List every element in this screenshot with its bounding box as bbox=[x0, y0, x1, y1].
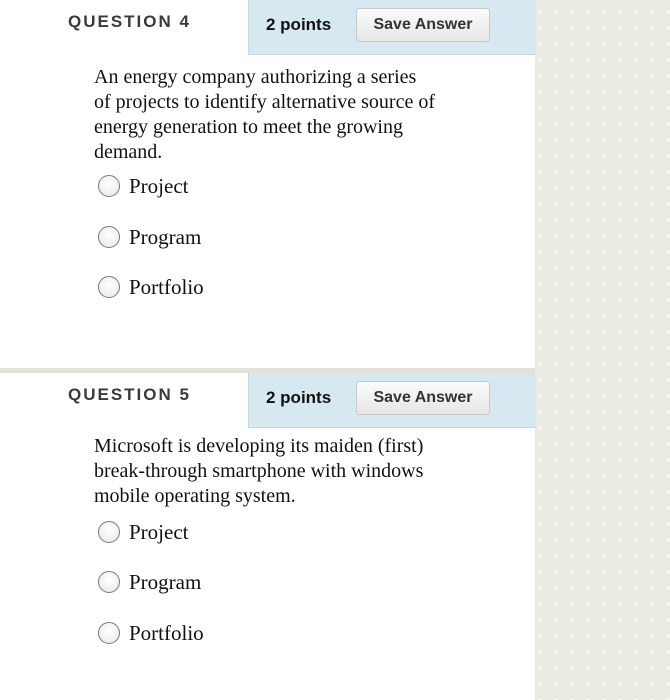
question-4-option-project[interactable] bbox=[98, 173, 188, 199]
question-4-text-line: of projects to identify alternative source of bbox=[94, 91, 435, 113]
question-5-text bbox=[94, 434, 504, 509]
radio-button[interactable] bbox=[98, 622, 120, 644]
question-4-option-program[interactable] bbox=[98, 224, 201, 250]
question-4-header bbox=[0, 0, 535, 50]
question-4-option-portfolio[interactable] bbox=[98, 274, 204, 300]
radio-button[interactable] bbox=[98, 175, 120, 197]
radio-button[interactable] bbox=[98, 276, 120, 298]
question-5-points: 2 points bbox=[266, 388, 332, 407]
question-5-option-program[interactable] bbox=[98, 569, 201, 595]
question-5-save-answer-button[interactable]: Save Answer bbox=[356, 381, 490, 415]
question-4-text bbox=[94, 65, 504, 165]
option-label: Program bbox=[129, 569, 202, 594]
question-4-save-answer-button[interactable]: Save Answer bbox=[356, 8, 490, 42]
option-label: Portfolio bbox=[129, 274, 204, 299]
radio-button[interactable] bbox=[98, 571, 120, 593]
question-5-points-box bbox=[248, 373, 536, 428]
option-label: Portfolio bbox=[129, 620, 204, 645]
radio-button[interactable] bbox=[98, 521, 120, 543]
question-4-points-box bbox=[248, 0, 536, 55]
question-4-points: 2 points bbox=[266, 15, 332, 34]
question-5-header bbox=[0, 373, 535, 423]
question-4-text-line: An energy company authorizing a series bbox=[94, 66, 417, 88]
question-4-text-line: energy generation to meet the growing bbox=[94, 116, 403, 138]
question-5-text-line: Microsoft is developing its maiden (first) bbox=[94, 435, 424, 457]
question-4-text-line: demand. bbox=[94, 141, 163, 163]
question-4-title: QUESTION 4 bbox=[68, 12, 191, 31]
radio-button[interactable] bbox=[98, 226, 120, 248]
option-label: Project bbox=[129, 519, 189, 544]
option-label: Program bbox=[129, 224, 202, 249]
question-5-option-portfolio[interactable] bbox=[98, 620, 204, 646]
question-5-text-line: break-through smartphone with windows bbox=[94, 460, 424, 482]
question-5-title: QUESTION 5 bbox=[68, 385, 191, 404]
question-5-text-line: mobile operating system. bbox=[94, 485, 296, 507]
question-5-option-project[interactable] bbox=[98, 519, 188, 545]
option-label: Project bbox=[129, 173, 189, 198]
